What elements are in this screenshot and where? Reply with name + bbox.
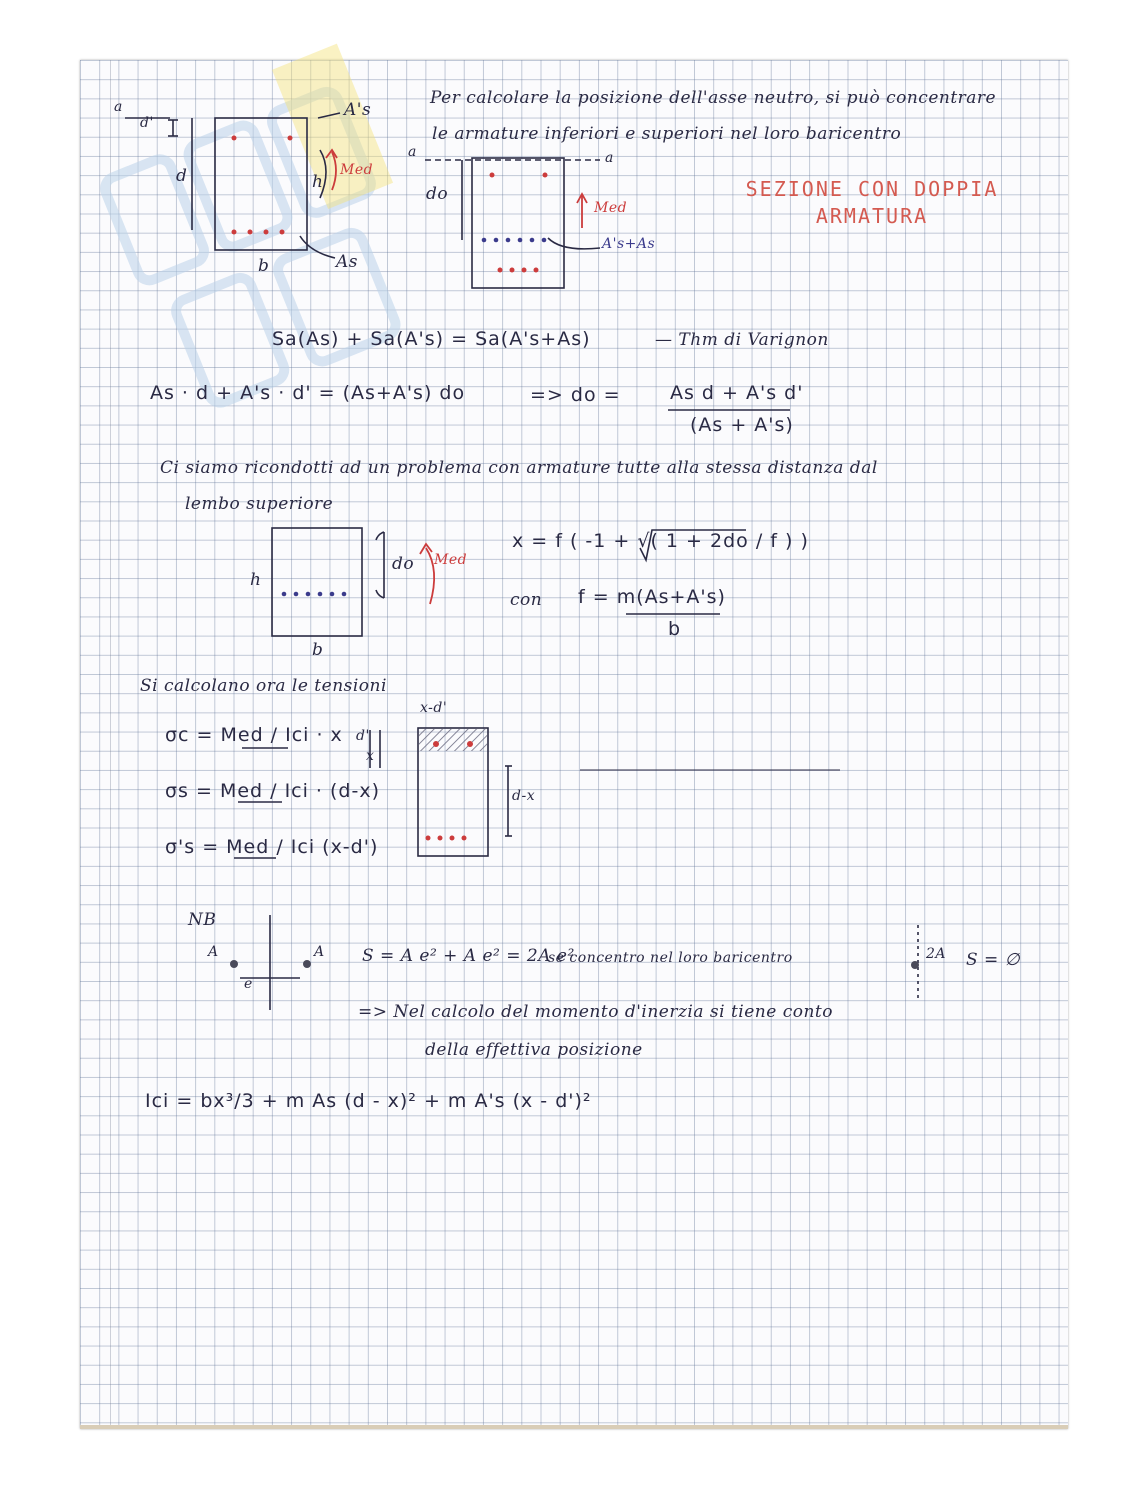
compression-zone: [419, 729, 487, 751]
fig2-d0-label: do: [426, 184, 449, 204]
fig4-d-minus-x-label: d-x: [512, 788, 536, 804]
sigma-c-formula: σc = Med / Ici · x: [165, 724, 343, 746]
d0-numerator: As d + A's d': [670, 382, 804, 404]
fig1-b-label: b: [258, 256, 270, 276]
fig4-x-label: x: [366, 748, 375, 764]
inertia-formula: Ici = bx³/3 + m As (d - x)² + m A's (x - d')²: [145, 1090, 592, 1112]
nb-result-label: 2A: [926, 946, 947, 962]
nb-conclusion-2: della effettiva posizione: [425, 1040, 643, 1060]
varignon-note: — Thm di Varignon: [655, 330, 829, 350]
moment-equation: As · d + A's · d' = (As+A's) do: [150, 382, 466, 404]
fig3-d0-label: do: [392, 554, 415, 574]
intro-line-1: Per calcolare la posizione dell'asse neutro, si può concentrare: [430, 88, 997, 108]
fig2-a-label: a: [408, 144, 417, 160]
x-formula: x = f ( -1 + √( 1 + 2do / f ) ): [512, 530, 809, 552]
fig3-b-label: b: [312, 640, 324, 660]
f-denominator: b: [668, 618, 682, 640]
nb-label: NB: [188, 910, 217, 930]
fig1-h-label: h: [312, 172, 324, 192]
x-formula-con: con: [510, 590, 543, 610]
fig4-d-prime-label: d': [356, 728, 370, 744]
fig1-d-label: d: [176, 166, 188, 186]
fig2-med-label: Med: [594, 200, 628, 216]
page-title-line-2: ARMATURA: [815, 204, 929, 228]
nb-text: se concentro nel loro baricentro: [548, 950, 793, 966]
d0-equation-lhs: => do =: [530, 384, 621, 406]
fig2-as-sum-label: A's+As: [602, 236, 656, 252]
varignon-equation: Sa(As) + Sa(A's) = Sa(A's+As): [272, 328, 591, 350]
fig1-med-label: Med: [340, 162, 374, 178]
f-numerator: f = m(As+A's): [578, 586, 726, 608]
figure1-section: [215, 118, 307, 250]
nb-a-left: A: [208, 944, 219, 960]
nb-e-label: e: [244, 976, 253, 992]
fig1-a-label: a: [114, 99, 123, 115]
page-title: [712, 176, 1032, 230]
fig3-med-label: Med: [434, 552, 468, 568]
d0-denominator: (As + A's): [690, 414, 794, 436]
fig3-h-label: h: [250, 570, 262, 590]
fig1-d-prime-label: d': [140, 115, 154, 131]
sigma-s-formula: σs = Med / Ici · (d-x): [165, 780, 380, 802]
reduction-line-1: Ci siamo ricondotti ad un problema con armature tutte alla stessa distanza dal: [160, 458, 878, 478]
nb-formula: S = A e² + A e² = 2A e²: [362, 946, 575, 966]
figure3-section: [272, 528, 362, 636]
reduction-line-2: lembo superiore: [185, 494, 334, 514]
nb-a-right: A: [314, 944, 325, 960]
figure2-section: [472, 158, 564, 288]
fig1-as-label: As: [336, 252, 359, 272]
nb-result: S = ∅: [966, 950, 1021, 970]
intro-line-2: le armature inferiori e superiori nel loro baricentro: [432, 124, 902, 144]
page-title-line-1: SEZIONE CON DOPPIA: [745, 177, 999, 201]
fig4-x-minus-d-label: x-d': [420, 700, 448, 716]
stresses-heading: Si calcolano ora le tensioni: [140, 676, 387, 696]
sigma-s-prime-formula: σ's = Med / Ici (x-d'): [165, 836, 379, 858]
nb-conclusion-1: => Nel calcolo del momento d'inerzia si tiene conto: [358, 1002, 833, 1022]
fig2-a-right-label: a: [605, 150, 614, 166]
fig1-as-prime-label: A's: [344, 100, 372, 120]
